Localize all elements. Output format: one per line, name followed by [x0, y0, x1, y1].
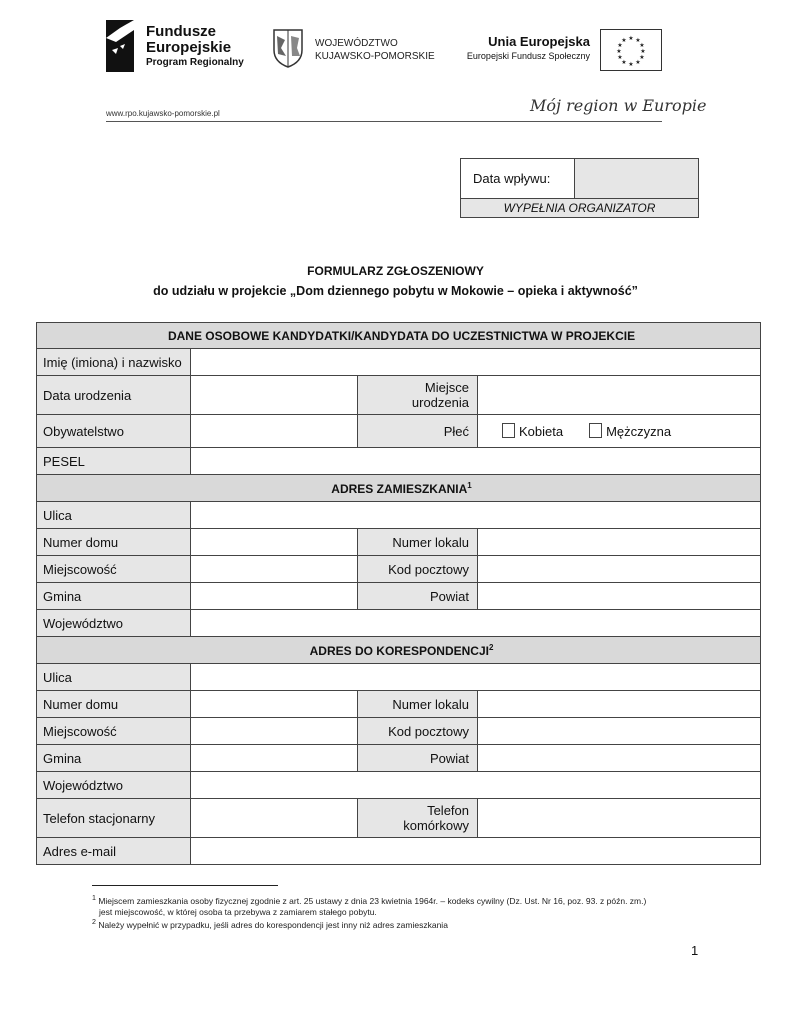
- svg-text:★: ★: [628, 35, 634, 42]
- mobile-label-1: Telefon: [427, 803, 469, 818]
- form-title: FORMULARZ ZGŁOSZENIOWY: [307, 264, 484, 278]
- res-county-label: Powiat: [358, 583, 478, 610]
- ue-subtitle: Europejski Fundusz Społeczny: [466, 51, 590, 61]
- svg-text:★: ★: [639, 54, 645, 61]
- res-city-field[interactable]: [191, 556, 358, 583]
- sex-options: [478, 415, 761, 448]
- cor-city-label: Miejscowość: [37, 718, 191, 745]
- pesel-label: PESEL: [37, 448, 191, 475]
- birth-date-field[interactable]: [191, 376, 358, 415]
- res-street-label: Ulica: [37, 502, 191, 529]
- woj-line2: KUJAWSKO-POMORSKIE: [315, 50, 435, 62]
- organizer-box: [460, 158, 699, 218]
- res-city-label: Miejscowość: [37, 556, 191, 583]
- sex-label: Płeć: [358, 415, 478, 448]
- organizer-note: WYPEŁNIA ORGANIZATOR: [461, 199, 699, 218]
- cor-flat-label: Numer lokalu: [358, 691, 478, 718]
- footnote-ref-1: 1: [467, 480, 472, 490]
- birth-place-label-1: Miejsce: [424, 380, 469, 395]
- cor-street-label: Ulica: [37, 664, 191, 691]
- website-url: www.rpo.kujawsko-pomorskie.pl: [106, 109, 220, 118]
- citizenship-label: Obywatelstwo: [37, 415, 191, 448]
- birth-date-label: Data urodzenia: [37, 376, 191, 415]
- res-flat-label: Numer lokalu: [358, 529, 478, 556]
- footnote-2-text: Należy wypełnić w przypadku, jeśli adres do korespondencji jest inny niż adres zamieszkania: [98, 919, 448, 930]
- res-house-label: Numer domu: [37, 529, 191, 556]
- res-voivodeship-field[interactable]: [191, 610, 761, 637]
- fe-line3: Program Regionalny: [146, 56, 244, 68]
- date-received-field[interactable]: [575, 159, 699, 199]
- region-motto: Mój region w Europie: [530, 96, 707, 115]
- cor-county-label: Powiat: [358, 745, 478, 772]
- male-checkbox[interactable]: [589, 423, 602, 438]
- residence-header: [37, 475, 761, 502]
- email-label: Adres e-mail: [37, 838, 191, 865]
- svg-text:★: ★: [617, 54, 623, 61]
- personal-data-header: DANE OSOBOWE KANDYDATKI/KANDYDATA DO UCZESTNICTWA W PROJEKCIE: [37, 323, 761, 349]
- cor-commune-label: Gmina: [37, 745, 191, 772]
- cor-voivodeship-label: Województwo: [37, 772, 191, 799]
- footnote-ref-2: 2: [488, 642, 494, 652]
- ue-label: [466, 34, 590, 61]
- citizenship-field[interactable]: [191, 415, 358, 448]
- res-county-field[interactable]: [478, 583, 761, 610]
- svg-text:★: ★: [617, 42, 623, 49]
- svg-text:★: ★: [635, 59, 641, 66]
- landline-label: Telefon stacjonarny: [37, 799, 191, 838]
- svg-text:★: ★: [640, 48, 646, 55]
- mobile-label-2: komórkowy: [403, 818, 469, 833]
- cor-street-field[interactable]: [191, 664, 761, 691]
- res-flat-field[interactable]: [478, 529, 761, 556]
- name-field[interactable]: [191, 349, 761, 376]
- landline-field[interactable]: [191, 799, 358, 838]
- email-field[interactable]: [191, 838, 761, 865]
- res-commune-field[interactable]: [191, 583, 358, 610]
- header-divider: [106, 121, 662, 122]
- mobile-field[interactable]: [478, 799, 761, 838]
- fe-line2: Europejskie: [146, 38, 232, 56]
- fundusze-europejskie-text: [146, 24, 244, 68]
- footnote-2-number: 2: [92, 918, 96, 926]
- cor-house-field[interactable]: [191, 691, 358, 718]
- svg-text:★: ★: [628, 61, 634, 68]
- footnote-divider: [92, 885, 278, 886]
- male-label: Mężczyzna: [606, 424, 672, 439]
- application-form: [36, 322, 761, 865]
- eu-flag-icon: [600, 29, 662, 71]
- footnote-1: [92, 894, 646, 906]
- name-label: Imię (imiona) i nazwisko: [37, 349, 191, 376]
- cor-postal-label: Kod pocztowy: [358, 718, 478, 745]
- res-postal-label: Kod pocztowy: [358, 556, 478, 583]
- footnote-1-number: 1: [92, 894, 96, 902]
- residence-header-text: ADRES ZAMIESZKANIA: [331, 481, 468, 496]
- cor-postal-field[interactable]: [478, 718, 761, 745]
- cor-house-label: Numer domu: [37, 691, 191, 718]
- pesel-field[interactable]: [191, 448, 761, 475]
- cor-county-field[interactable]: [478, 745, 761, 772]
- birth-place-label: [358, 376, 478, 415]
- birth-place-field[interactable]: [478, 376, 761, 415]
- female-checkbox[interactable]: [502, 423, 515, 438]
- footnote-1-line2: jest miejscowość, w której osoba ta przebywa z zamiarem stałego pobytu.: [99, 907, 377, 917]
- res-house-field[interactable]: [191, 529, 358, 556]
- res-street-field[interactable]: [191, 502, 761, 529]
- mobile-label: [358, 799, 478, 838]
- form-subtitle: do udziału w projekcie „Dom dziennego pobytu w Mokowie – opieka i aktywność”: [153, 284, 638, 298]
- footnote-1-line1: Miejscem zamieszkania osoby fizycznej zgodnie z art. 25 ustawy z dnia 23 kwietnia 1964r. – kodeks cywilny (Dz. Ust. Nr 16, poz. 93. z późn. zm.): [98, 895, 647, 906]
- coat-of-arms-icon: [272, 28, 304, 68]
- date-received-label: Data wpływu:: [461, 159, 575, 199]
- birth-place-label-2: urodzenia: [411, 395, 469, 410]
- fe-line1: Fundusze: [146, 23, 216, 40]
- res-postal-field[interactable]: [478, 556, 761, 583]
- svg-text:★: ★: [635, 37, 641, 44]
- correspondence-header: [37, 637, 761, 664]
- cor-voivodeship-field[interactable]: [191, 772, 761, 799]
- res-voivodeship-label: Województwo: [37, 610, 191, 637]
- svg-text:★: ★: [616, 48, 622, 55]
- svg-text:★: ★: [621, 37, 627, 44]
- female-option[interactable]: [502, 423, 563, 439]
- cor-city-field[interactable]: [191, 718, 358, 745]
- female-label: Kobieta: [519, 424, 564, 439]
- wojewodztwo-label: [315, 38, 435, 63]
- male-option[interactable]: [589, 423, 671, 439]
- cor-commune-field[interactable]: [191, 745, 358, 772]
- cor-flat-field[interactable]: [478, 691, 761, 718]
- footnote-2: [92, 918, 448, 930]
- svg-text:★: ★: [639, 42, 645, 49]
- woj-line1: WOJEWÓDZTWO: [315, 38, 398, 49]
- ue-title: Unia Europejska: [488, 34, 590, 49]
- correspondence-header-text: ADRES DO KORESPONDENCJI: [309, 643, 489, 658]
- res-commune-label: Gmina: [37, 583, 191, 610]
- svg-text:★: ★: [621, 59, 627, 66]
- fundusze-europejskie-logo: [106, 20, 134, 72]
- page-number: 1: [691, 943, 699, 958]
